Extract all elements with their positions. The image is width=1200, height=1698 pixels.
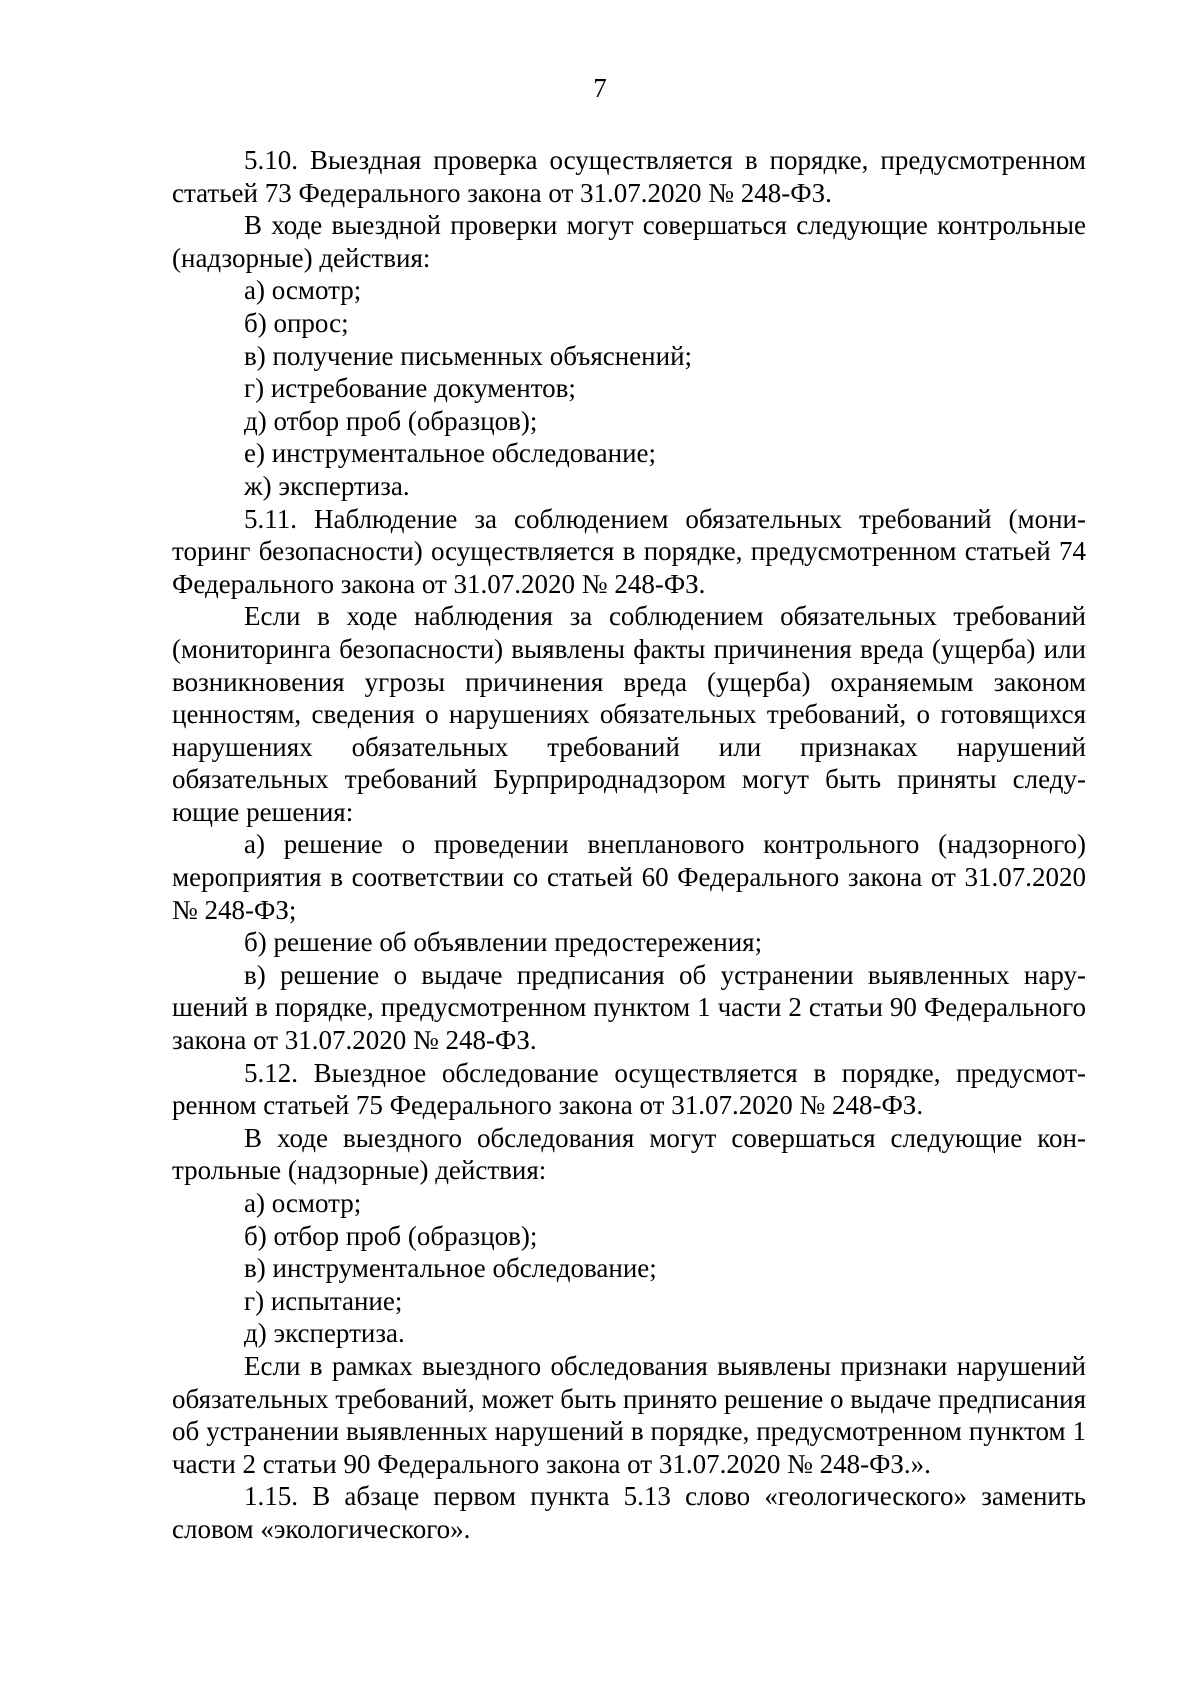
paragraph-5-10: 5.10. Выездная проверка осуществляется в порядке, предусмотренном статьей 73 Федерального закона от 31.07.2020 № 248-ФЗ. — [172, 145, 1086, 208]
list-item: б) отбор проб (образцов); — [244, 1220, 538, 1251]
paragraph-1-15: 1.15. В абзаце первом пункта 5.13 слово «геологического» заменить словом «экологического». — [172, 1481, 1086, 1544]
list-item: а) осмотр; — [244, 1188, 362, 1218]
paragraph-5-12: 5.12. Выездное обследование осуществляется в порядке, предусмотренном статьей 75 Федерального закона от 31.07.2020 № 248-ФЗ. — [172, 1057, 1086, 1121]
list-item: б) опрос; — [244, 307, 349, 338]
list-item: а) осмотр; — [244, 275, 362, 306]
paragraph-5-11: 5.11. Наблюдение за соблюдением обязательных требований (мониторинг безопасности) осуществляется в порядке, предусмотренном статьей 74 Федерального закона от 31.07.2020 № 248-ФЗ. — [172, 503, 1086, 599]
list-item: а) решение о проведении внепланового контрольного (надзорного) мероприятия в соответствии со статьей 60 Федерального закона от 31.07.2020 № 248-ФЗ; — [172, 829, 1086, 925]
list-item: в) инструментальное обследование; — [244, 1253, 657, 1284]
list-item: д) отбор проб (образцов); — [244, 405, 538, 436]
list-item: е) инструментальное обследование; — [244, 438, 657, 469]
list-item: в) решение о выдаче предписания об устранении выявленных нарушений в порядке, предусмотренном пунктом 1 части 2 статьи 90 Федерального закона от 31.07.2020 № 248-ФЗ. — [172, 959, 1086, 1056]
list-item: г) испытание; — [244, 1285, 403, 1316]
list-item: ж) экспертиза. — [244, 470, 410, 501]
list-item: г) истребование документов; — [244, 373, 576, 404]
document-body — [172, 144, 1086, 1546]
paragraph-survey-actions-intro: В ходе выездного обследования могут совершаться следующие контрольные (надзорные) действия: — [172, 1122, 1086, 1186]
list-item: в) получение письменных объяснений; — [244, 340, 693, 371]
paragraph-survey-violations: Если в рамках выездного обследования выявлены признаки нарушений обязательных требований, может быть принято решение о выдаче предписания об устранении выявленных нарушений в порядке, предусмотренном пунктом 1 части 2 статьи 90 Федерального закона от 31.07.2020 № 248-ФЗ.». — [172, 1350, 1086, 1479]
page-number: 7 — [593, 73, 607, 103]
paragraph-inspection-actions-intro: В ходе выездной проверки могут совершаться следующие контрольные (надзорные) действия: — [172, 210, 1086, 273]
paragraph-monitoring-decisions-intro: Если в ходе наблюдения за соблюдением обязательных требований (мониторинга безопасности) выявлены факты причинения вреда (ущерба) или возникновения угрозы причинения вреда (ущерба) охраняемым законом ценностям, сведения о нарушениях обязательных требований, о готовящихся нарушениях обязательных требований или признаках нарушений обязательных требований Бурприроднадзором могут быть приняты следующие решения: — [172, 601, 1086, 827]
list-item: б) решение об объявлении предостережения; — [244, 927, 763, 958]
list-item: д) экспертиза. — [244, 1318, 405, 1349]
